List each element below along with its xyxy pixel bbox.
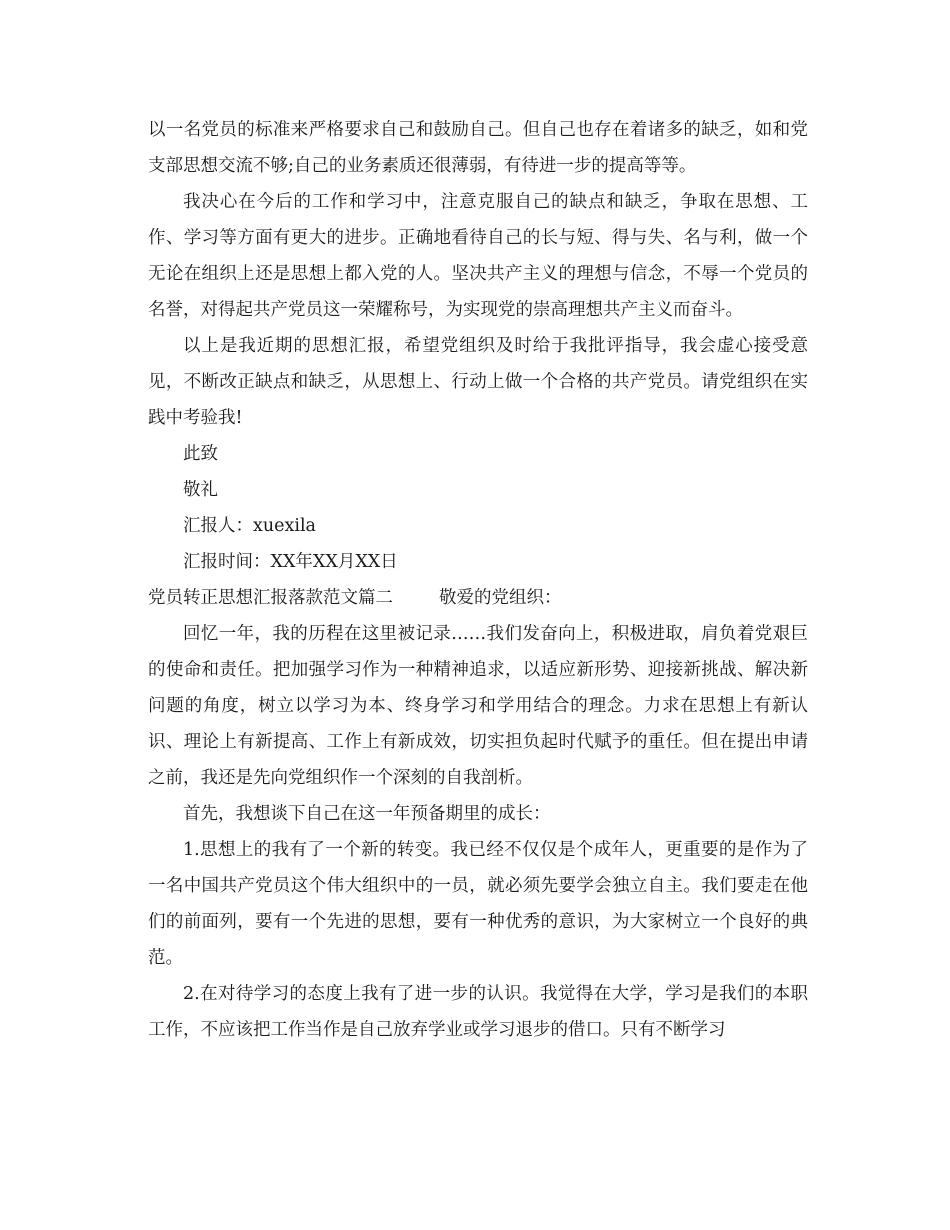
- paragraph: 我决心在今后的工作和学习中，注意克服自己的缺点和缺乏，争取在思想、工作、学习等方面有更大的进步。正确地看待自己的长与短、得与失、名与利，做一个无论在组织上还是思想上都入党的人。坚决共产主义的理想与信念，不辱一个党员的名誉，对得起共产党员这一荣耀称号，为实现党的崇高理想共产主义而奋斗。: [148, 192, 808, 320]
- paragraph: 以上是我近期的思想汇报，希望党组织及时给于我批评指导，我会虚心接受意见，不断改正缺点和缺乏，从思想上、行动上做一个合格的共产党员。请党组织在实践中考验我!: [148, 336, 808, 428]
- reporter-line: 汇报人：xuexila: [183, 516, 316, 536]
- paragraph: 1.思想上的我有了一个新的转变。我已经不仅仅是个成年人，更重要的是作为了一名中国共产党员这个伟大组织中的一员，就必须先要学会独立自主。我们要走在他们的前面列，要有一个先进的思想，要有一种优秀的意识，为大家树立一个良好的典范。: [148, 840, 808, 968]
- paragraph: 回忆一年，我的历程在这里被记录……我们发奋向上，积极进取，肩负着党艰巨的使命和责任。把加强学习作为一种精神追求，以适应新形势、迎接新挑战、解决新问题的角度，树立以学习为本、终身学习和学用结合的理念。力求在思想上有新认识、理论上有新提高、工作上有新成效，切实担负起时代赋予的重任。但在提出申请之前，我还是先向党组织作一个深刻的自我剖析。: [148, 624, 808, 788]
- section-heading: [148, 580, 808, 616]
- report-date-line: 汇报时间：XX年XX月XX日: [183, 552, 398, 572]
- salute-line: 敬礼: [183, 480, 218, 500]
- paragraph: 以一名党员的标准来严格要求自己和鼓励自己。但自己也存在着诸多的缺乏，如和党支部思想交流不够;自己的业务素质还很薄弱，有待进一步的提高等等。: [148, 120, 808, 176]
- salutation: 敬爱的党组织：: [439, 588, 562, 608]
- document-body: [148, 112, 808, 1048]
- section-title: 党员转正思想汇报落款范文篇二: [148, 588, 393, 608]
- paragraph: 2.在对待学习的态度上我有了进一步的认识。我觉得在大学，学习是我们的本职工作，不应该把工作当作是自己放弃学业或学习退步的借口。只有不断学习: [148, 984, 808, 1040]
- paragraph: 首先，我想谈下自己在这一年预备期里的成长：: [183, 804, 551, 824]
- closing-line: 此致: [183, 444, 218, 464]
